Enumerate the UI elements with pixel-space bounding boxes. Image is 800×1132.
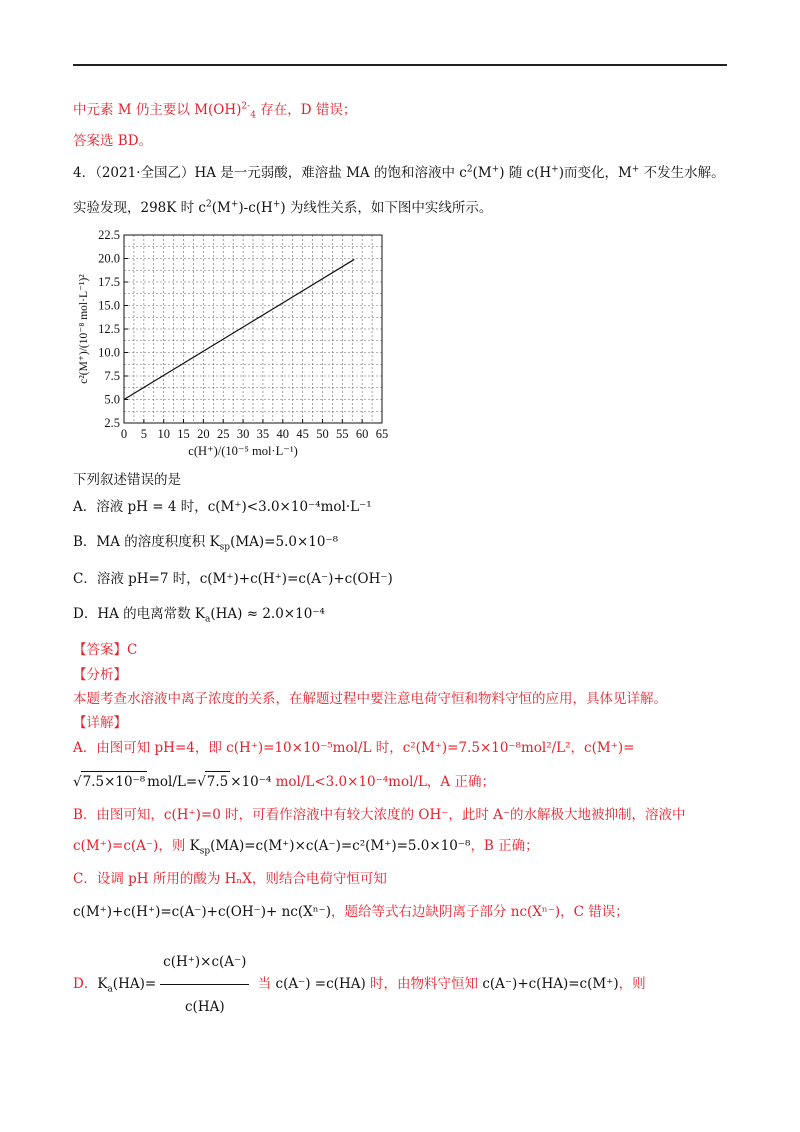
x-tick-label: 5 [140, 427, 147, 441]
chart-grid [124, 235, 382, 423]
x-tick-label: 45 [296, 427, 309, 441]
analysis-label: 【分析】 [73, 667, 127, 683]
option-d: D．HA 的电离常数 $K_a(HA) \approx 2.0\times 10^{-4}$ [73, 606, 325, 625]
answer-label: 【答案】C [73, 642, 138, 658]
x-tick-label: 20 [197, 427, 210, 441]
detail-c-line2: c(M⁺)+c(H⁺)=c(A⁻)+c(OH⁻)+ nc(Xⁿ⁻)，题给等式右边缺阴离子部分 nc(Xⁿ⁻)，C 错误； [73, 904, 629, 920]
y-tick-label: 10.0 [98, 345, 120, 360]
series-line [124, 259, 354, 399]
detail-a-line2: √7.5×10⁻⁸ mol/L=√7.5 ×10⁻⁴ mol/L<3.0×10⁻⁴mol/L，A 正确； [73, 771, 495, 792]
x-tick-label: 65 [375, 427, 389, 441]
y-tick-label: 5.0 [104, 392, 120, 407]
y-tick-label: 20.0 [98, 251, 120, 266]
y-tick-label: 15.0 [98, 298, 120, 313]
x-tick-label: 60 [355, 427, 369, 441]
question-stem-2: 实验发现，298K 时 $c^2(M^+)-c(H^+)$ 为线性关系，如下图中实线所示。 [73, 199, 493, 216]
x-tick-label: 25 [216, 427, 230, 441]
prev-answer-line: 中元素 M 仍主要以 M(OH)$^{2-}_4$ 存在，D 错误； [73, 101, 357, 121]
y-tick-label: 22.5 [98, 228, 120, 242]
line-chart [73, 223, 403, 463]
y-tick-label: 7.5 [104, 369, 120, 383]
x-tick-label: 30 [236, 427, 250, 441]
x-tick-label: 50 [316, 427, 329, 441]
prev-answer-choice: 答案选 BD。 [73, 133, 153, 149]
detail-b-line2: c(M⁺)=c(A⁻)，则 $K_{sp}(MA)=c(M^+)\times c(A^-)=c^2(M^+)=5.0\times 10^{-8}$，B 正确； [73, 838, 539, 857]
x-tick-label: 55 [336, 427, 349, 441]
analysis-text: 本题考查水溶液中离子浓度的关系，在解题过程中要注意电荷守恒和物料守恒的应用，具体见详解。 [73, 691, 667, 707]
ka-fraction: $\frac{c(H^+)\times c(A^-)}{c(HA)}$ [160, 940, 249, 1029]
detail-b-line1: B．由图可知，c(H⁺)=0 时，可看作溶液中有较大浓度的 OH⁻，此时 A⁻的水解极大地被抑制，溶液中 [73, 807, 686, 823]
option-a: A．溶液 pH = 4 时，c(M⁺)<3.0×10⁻⁴mol·L⁻¹ [73, 499, 372, 515]
x-tick-label: 15 [177, 427, 190, 441]
detail-d-line: D．$K_a(HA)=$ $\frac{c(H^+)\times c(A^-)}{c(HA)}$ 当 c(A⁻) =c(HA) 时，由物料守恒知 c(A⁻)+c(HA)=c(M⁺)，则 [73, 940, 646, 1029]
option-c: C．溶液 pH=7 时，c(M⁺)+c(H⁺)=c(A⁻)+c(OH⁻) [73, 571, 393, 587]
y-axis-label: c²(M⁺)/(10⁻⁸ mol·L⁻¹)² [78, 274, 90, 384]
detail-a-line1: A．由图可知 pH=4，即 c(H⁺)=10×10⁻⁵mol/L 时，c²(M⁺)=7.5×10⁻⁸mol²/L²，c(M⁺)= [73, 740, 635, 756]
x-tick-label: 40 [276, 427, 290, 441]
x-tick-label: 10 [157, 427, 170, 441]
header-rule [73, 64, 727, 66]
x-tick-label: 0 [120, 427, 128, 441]
y-tick-label: 2.5 [104, 416, 120, 430]
option-b: B．MA 的溶度积度积 $K_{sp}(MA)=5.0\times 10^{-8}$ [73, 534, 338, 553]
question-stem: 4．（2021·全国乙）HA 是一元弱酸，难溶盐 MA 的饱和溶液中 $c^2(M^+)$ 随 c(H+)而变化，M+ 不发生水解。 [73, 164, 725, 181]
detail-label: 【详解】 [73, 715, 127, 731]
question-prompt: 下列叙述错误的是 [73, 472, 181, 488]
y-tick-label: 12.5 [98, 322, 120, 336]
detail-c-line1: C．设调 pH 所用的酸为 HₙX，则结合电荷守恒可知 [73, 871, 387, 887]
x-axis-label: c(H⁺)/(10⁻⁵ mol·L⁻¹) [188, 444, 298, 458]
x-tick-label: 35 [256, 427, 270, 441]
y-tick-label: 17.5 [98, 275, 120, 289]
